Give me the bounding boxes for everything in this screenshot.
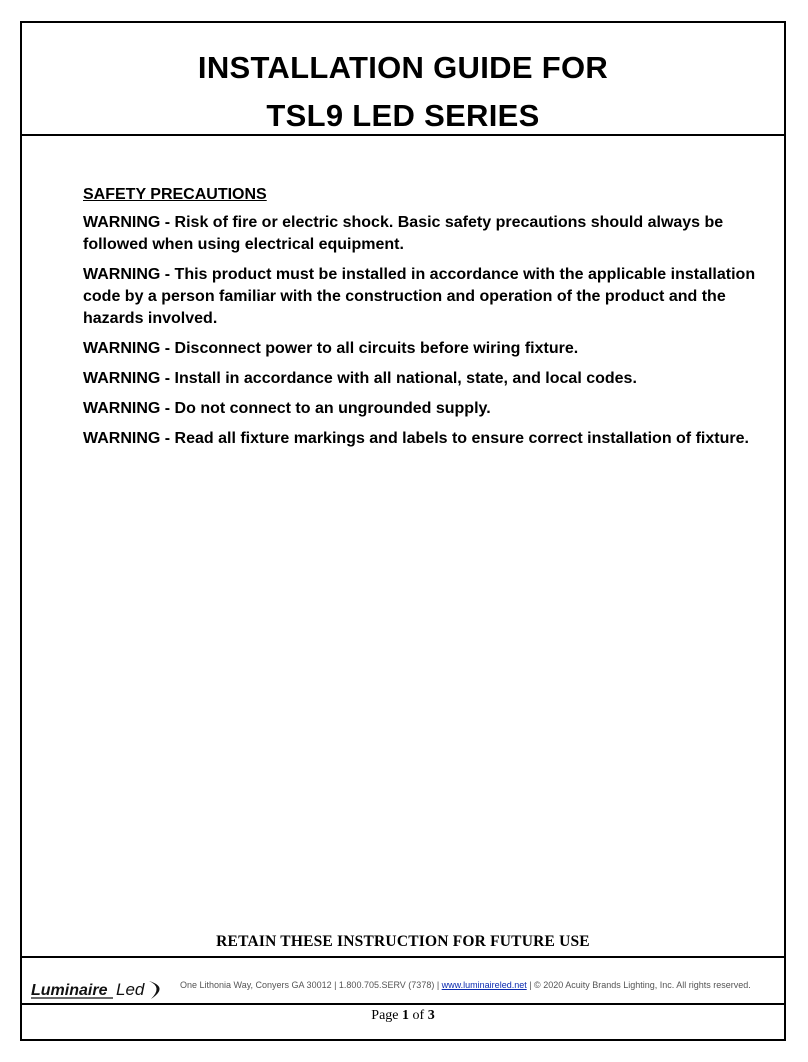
warning-text: Do not connect to an ungrounded supply. xyxy=(174,400,491,417)
copyright-text: | © 2020 Acuity Brands Lighting, Inc. All rights reserved. xyxy=(526,980,751,990)
company-contact-line xyxy=(180,980,780,990)
document-title-line-1: INSTALLATION GUIDE FOR xyxy=(197,50,609,85)
warning-text: Install in accordance with all national, state, and local codes. xyxy=(174,370,637,387)
warning-item xyxy=(83,264,758,330)
warning-item xyxy=(83,212,758,256)
warning-text: This product must be installed in accordance with the applicable installation code by a person familiar with the construction and operation of the product and the hazards involved. xyxy=(83,266,756,327)
warning-item xyxy=(83,338,758,360)
luminaire-led-logo xyxy=(29,975,174,1003)
retain-instructions-notice: RETAIN THESE INSTRUCTION FOR FUTURE USE xyxy=(216,933,590,950)
warning-prefix: WARNING - xyxy=(83,266,175,283)
page-of: of xyxy=(409,1008,428,1023)
svg-text:Luminaire: Luminaire xyxy=(31,982,108,999)
footer-divider xyxy=(22,956,784,958)
warning-text: Disconnect power to all circuits before wiring fixture. xyxy=(174,340,579,357)
warning-prefix: WARNING - xyxy=(83,214,175,231)
page-number xyxy=(20,1008,786,1024)
warning-prefix: WARNING - xyxy=(83,400,175,417)
warning-prefix: WARNING - xyxy=(83,370,175,387)
warning-text: Risk of fire or electric shock. Basic safety precautions should always be followed when using electrical equipment. xyxy=(83,214,724,253)
safety-section xyxy=(83,184,758,458)
page-border xyxy=(20,21,786,1041)
footer-bottom-divider xyxy=(22,1003,784,1005)
page-current: 1 xyxy=(402,1008,410,1023)
page-label: Page xyxy=(371,1008,403,1023)
warning-prefix: WARNING - xyxy=(83,430,175,447)
title-divider xyxy=(22,134,784,136)
svg-text:Led: Led xyxy=(116,980,145,999)
warning-item xyxy=(83,398,758,420)
warning-text: Read all fixture markings and labels to ensure correct installation of fixture. xyxy=(174,430,749,447)
warning-prefix: WARNING - xyxy=(83,340,175,357)
warning-item xyxy=(83,428,758,450)
warning-item xyxy=(83,368,758,390)
company-address: One Lithonia Way, Conyers GA 30012 | 1.800.705.SERV (7378) | xyxy=(180,980,442,990)
page-total: 3 xyxy=(427,1008,435,1023)
safety-heading: SAFETY PRECAUTIONS xyxy=(83,186,267,203)
website-link[interactable]: www.luminaireled.net xyxy=(441,980,527,990)
document-title-line-2: TSL9 LED SERIES xyxy=(266,98,540,133)
